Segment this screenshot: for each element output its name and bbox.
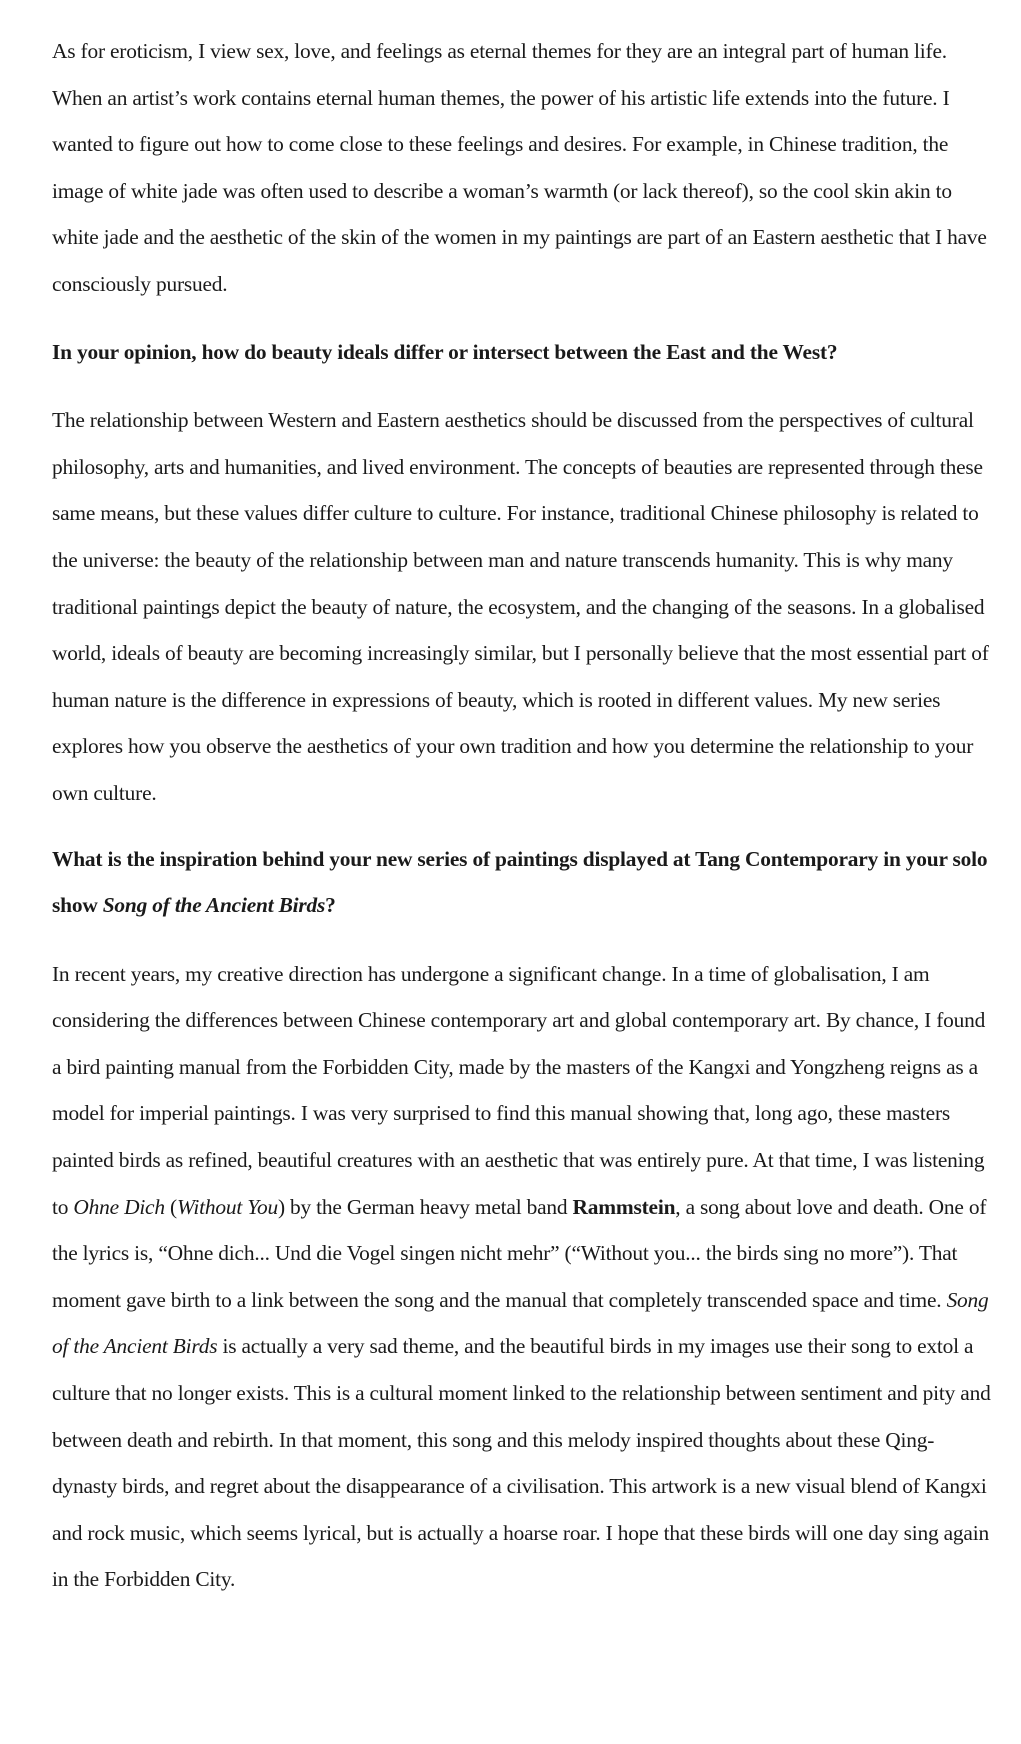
band-name: Rammstein <box>572 1194 676 1219</box>
question-inspiration-lead: What is the inspiration behind your new series of paintings displayed at Tang Contemporary in your solo show <box>52 846 988 918</box>
question-inspiration-end: ? <box>325 893 336 918</box>
paragraph-east-west-aesthetics: The relationship between Western and Eastern aesthetics should be discussed from the perspectives of cultural philosophy, arts and humanities, and lived environment. The concepts of beauties are represented through these same means, but these values differ culture to culture. For instance, traditional Chinese philosophy is related to the universe: the beauty of the relationship between man and nature transcends humanity. This is why many traditional paintings depict the beauty of nature, the ecosystem, and the changing of the seasons. In a globalised world, ideals of beauty are becoming increasingly similar, but I personally believe that the most essential part of human nature is the difference in expressions of beauty, which is rooted in different values. My new series explores how you observe the aesthetics of your own tradition and how you determine the relationship to your own culture. <box>52 408 989 805</box>
question-beauty-ideals: In your opinion, how do beauty ideals differ or intersect between the East and the West? <box>52 339 838 364</box>
song-title: Ohne Dich <box>73 1194 165 1219</box>
paragraph-inspiration-part-3: ) by the German heavy metal band <box>277 1194 573 1219</box>
paragraph-inspiration-part-2: ( <box>164 1194 177 1219</box>
paragraph-inspiration-part-4: , a song about love and death. One of the lyrics is, “Ohne dich... Und die Vogel singen nicht mehr” (“Without you... the birds sing no more”). That moment gave birth to a link between the song and the manual that completely transcended space and time. <box>52 1194 987 1312</box>
paragraph-inspiration-part-5: is actually a very sad theme, and the beautiful birds in my images use their song to extol a culture that no longer exists. This is a cultural moment linked to the relationship between sentiment and pity and between death and rebirth. In that moment, this song and this melody inspired thoughts about these Qing-dynasty birds, and regret about the disappearance of a civilisation. This artwork is a new visual blend of Kangxi and rock music, which seems lyrical, but is actually a hoarse roar. I hope that these birds will one day sing again in the Forbidden City. <box>52 1334 991 1592</box>
show-title: Song of the Ancient Birds <box>102 893 326 918</box>
series-title: Song of the Ancient Birds <box>52 1287 989 1359</box>
paragraph-eroticism: As for eroticism, I view sex, love, and feelings as eternal themes for they are an integral part of human life. When an artist’s work contains eternal human themes, the power of his artistic life extends into the future. I wanted to figure out how to come close to these feelings and desires. For example, in Chinese tradition, the image of white jade was often used to describe a woman’s warmth (or lack thereof), so the cool skin akin to white jade and the aesthetic of the skin of the women in my paintings are part of an Eastern aesthetic that I have consciously pursued. <box>52 39 987 296</box>
article-body <box>52 28 992 1603</box>
question-inspiration <box>52 836 992 929</box>
paragraph-inspiration <box>52 951 992 1603</box>
song-translation: Without You <box>176 1194 278 1219</box>
paragraph-inspiration-part-1: In recent years, my creative direction has undergone a significant change. In a time of globalisation, I am considering the differences between Chinese contemporary art and global contemporary art. By chance, I found a bird painting manual from the Forbidden City, made by the masters of the Kangxi and Yongzheng reigns as a model for imperial paintings. I was very surprised to find this manual showing that, long ago, these masters painted birds as refined, beautiful creatures with an aesthetic that was entirely pure. At that time, I was listening to <box>52 961 986 1219</box>
